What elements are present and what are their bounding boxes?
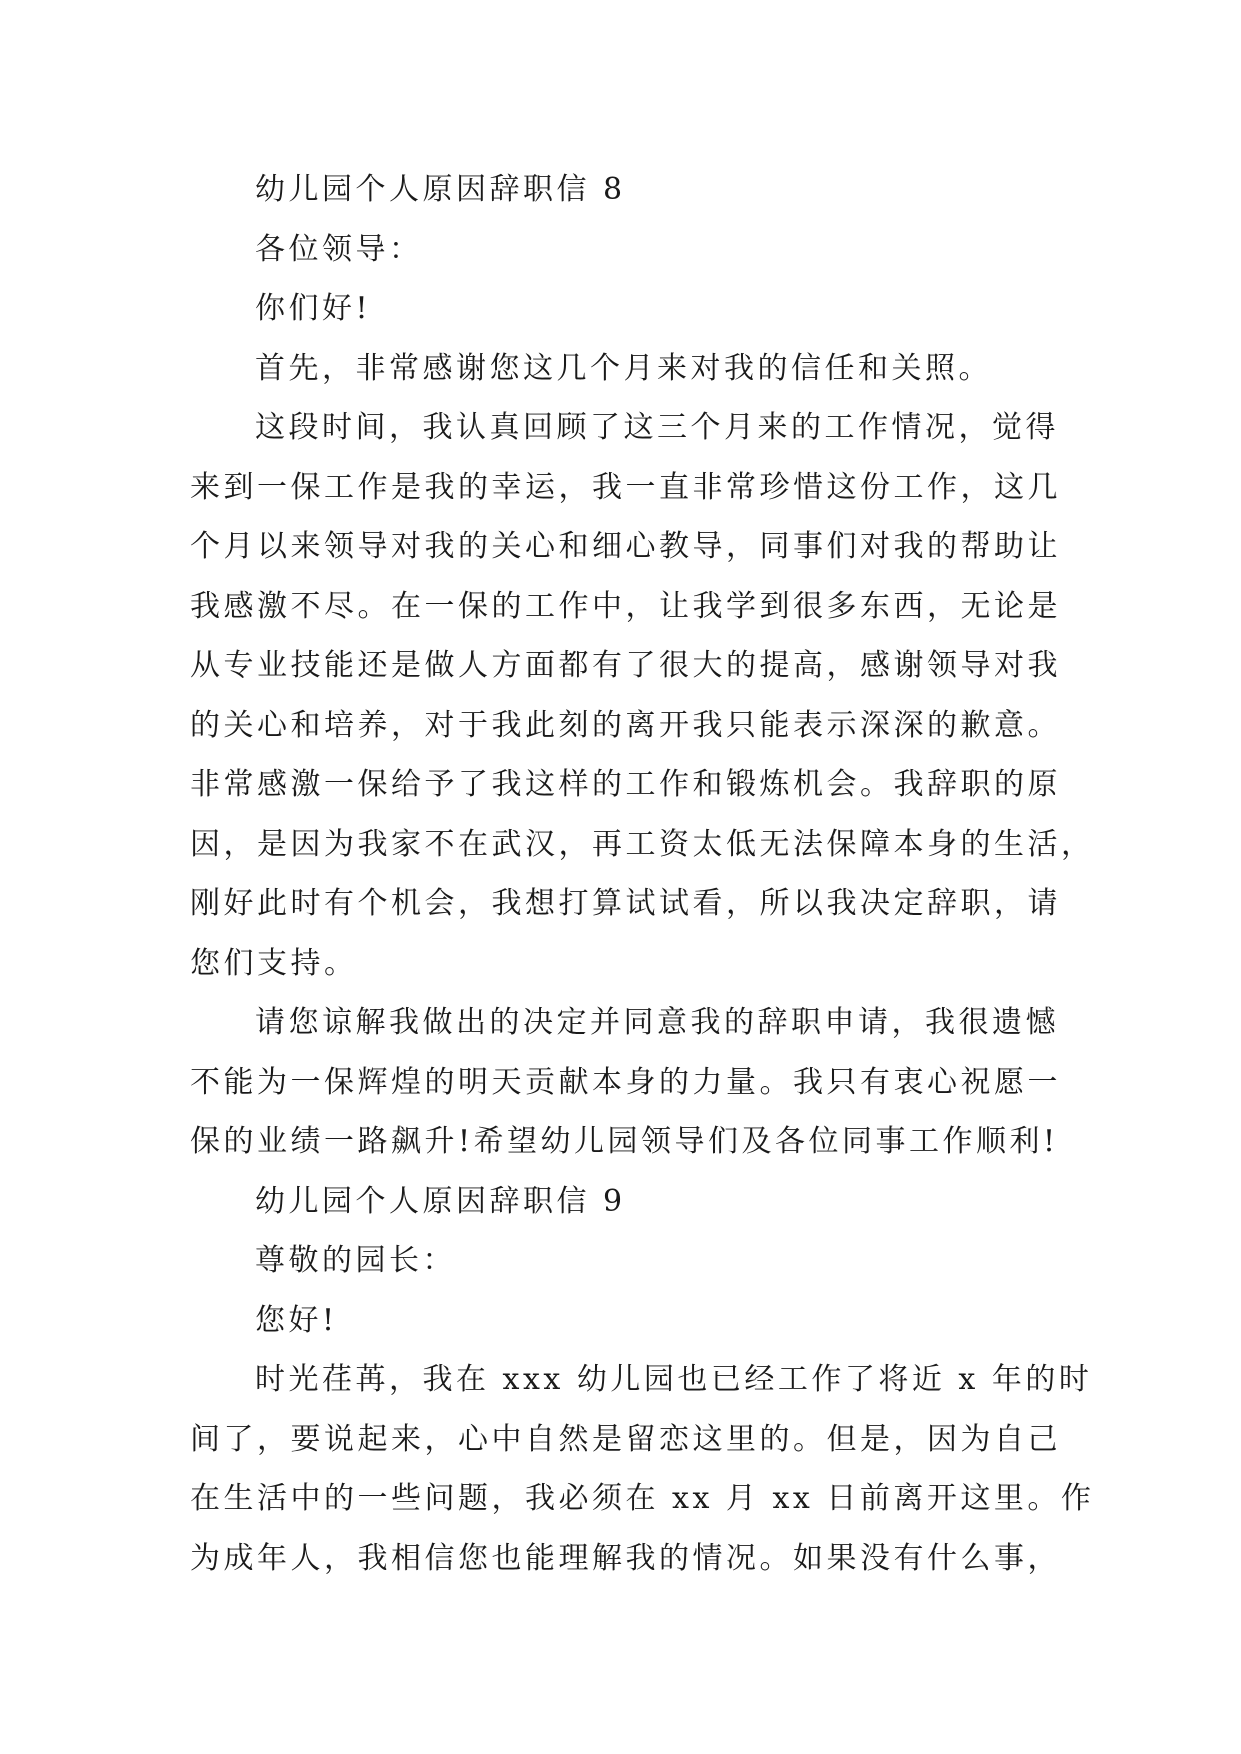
document-body — [190, 160, 1095, 1588]
text-line: 个月以来领导对我的关心和细心教导，同事们对我的帮助让 — [190, 529, 1061, 564]
text-line: 为成年人，我相信您也能理解我的情况。如果没有什么事， — [190, 1540, 1061, 1576]
letter-8-greeting: 你们好! — [255, 291, 372, 326]
text-line: 您们支持。 — [190, 945, 358, 981]
text-line: 从专业技能还是做人方面都有了很大的提高，感谢领导对我 — [190, 648, 1061, 683]
letter-8-salutation: 各位领导： — [255, 231, 423, 267]
text-line: 刚好此时有个机会，我想打算试试看，所以我决定辞职，请 — [190, 886, 1061, 921]
text-line: 的关心和培养，对于我此刻的离开我只能表示深深的歉意。 — [190, 707, 1061, 743]
text-line: 首先，非常感谢您这几个月来对我的信任和关照。 — [255, 350, 992, 386]
text-line: 我感激不尽。在一保的工作中，让我学到很多东西，无论是 — [190, 588, 1061, 624]
text-line: 时光荏苒，我在 xxx 幼儿园也已经工作了将近 x 年的时 — [255, 1362, 1093, 1397]
text-line: 在生活中的一些问题，我必须在 xx 月 xx 日前离开这里。作 — [190, 1481, 1095, 1516]
letter-9-title: 幼儿园个人原因辞职信 9 — [255, 1183, 626, 1219]
letter-8-title: 幼儿园个人原因辞职信 8 — [255, 172, 626, 207]
letter-9-salutation: 尊敬的园长： — [255, 1243, 456, 1278]
text-line: 非常感激一保给予了我这样的工作和锻炼机会。我辞职的原 — [190, 767, 1061, 802]
text-line: 不能为一保辉煌的明天贡献本身的力量。我只有衷心祝愿一 — [190, 1064, 1061, 1100]
text-line: 请您谅解我做出的决定并同意我的辞职申请，我很遗憾 — [255, 1005, 1059, 1040]
text-line: 间了，要说起来，心中自然是留恋这里的。但是，因为自己 — [190, 1421, 1061, 1457]
text-line: 这段时间，我认真回顾了这三个月来的工作情况，觉得 — [255, 410, 1059, 445]
letter-9-greeting: 您好! — [255, 1302, 338, 1338]
text-line: 因，是因为我家不在武汉，再工资太低无法保障本身的生活， — [190, 826, 1095, 862]
text-line: 保的业绩一路飙升!希望幼儿园领导们及各位同事工作顺利! — [190, 1124, 1059, 1159]
text-line: 来到一保工作是我的幸运，我一直非常珍惜这份工作，这几 — [190, 469, 1061, 505]
